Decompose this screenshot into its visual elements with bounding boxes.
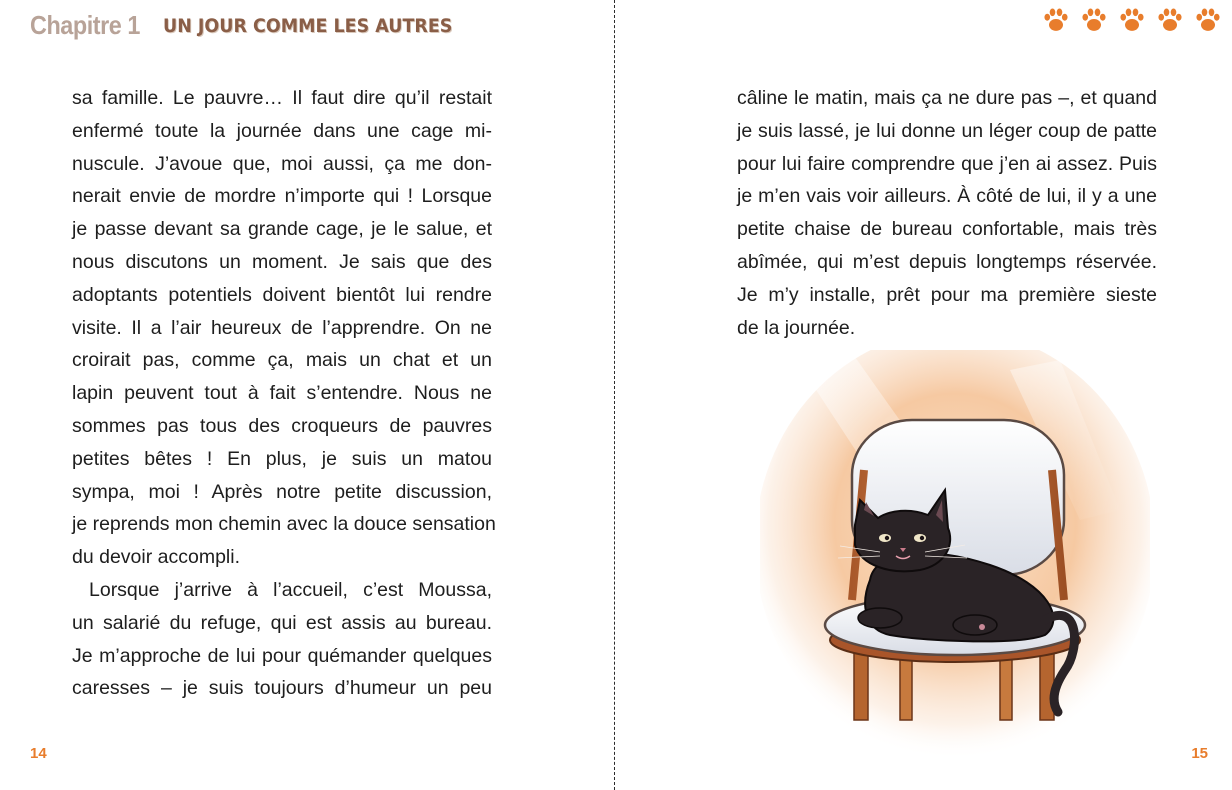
paw-icon xyxy=(1080,6,1108,34)
cat-on-chair-illustration xyxy=(760,350,1150,755)
left-page xyxy=(0,0,614,790)
paw-icon xyxy=(1194,6,1222,34)
text-line: nerait envie de mordre n’importe qui ! Lorsque xyxy=(72,185,492,208)
text-line: adoptants potentiels doivent bientôt lui rendre xyxy=(72,283,492,306)
text-line: de la journée. xyxy=(737,316,856,339)
text-line: visite. Il a l’air heureux de l’apprendre. On ne xyxy=(72,316,492,339)
page-number-left: 14 xyxy=(30,745,47,762)
text-line: je suis lassé, je lui donne un léger coup de patte xyxy=(737,119,1157,142)
chapter-header xyxy=(30,10,477,41)
paw-prints xyxy=(1042,6,1222,34)
text-line: pour lui faire comprendre que j’en ai assez. Puis xyxy=(737,152,1157,175)
text-line: Je m’y installe, prêt pour ma première sieste xyxy=(737,283,1157,306)
text-line: nuscule. J’avoue que, moi aussi, ça me don- xyxy=(72,152,492,175)
text-line: du devoir accompli. xyxy=(72,546,240,569)
text-line: sommes pas tous des croqueurs de pauvres xyxy=(72,414,492,437)
text-line: je passe devant sa grande cage, je le salue, et xyxy=(72,218,492,241)
paw-icon xyxy=(1118,6,1146,34)
text-line: sympa, moi ! Après notre petite discussion, xyxy=(72,480,492,503)
text-line: abîmée, qui m’est depuis longtemps réservée. xyxy=(737,250,1157,273)
cat-paw xyxy=(858,608,902,628)
cat-paw-pad xyxy=(979,624,985,630)
chapter-number: Chapitre 1 xyxy=(30,10,140,40)
text-line: câline le matin, mais ça ne dure pas –, et quand xyxy=(737,87,1157,109)
page-number-right: 15 xyxy=(1191,745,1208,762)
right-page xyxy=(615,0,1232,790)
text-line: enfermé toute la journée dans une cage mi- xyxy=(72,119,492,142)
text-line: un salarié du refuge, qui est assis au bureau. xyxy=(72,611,492,634)
text-line: je reprends mon chemin avec la douce sensation xyxy=(72,513,496,536)
cat-pupil xyxy=(885,536,889,540)
text-line: je m’en vais voir ailleurs. À côté de lui, il y a une xyxy=(737,185,1157,208)
text-line: Je m’approche de lui pour quémander quelques xyxy=(72,644,492,667)
text-line: caresses – je suis toujours d’humeur un peu xyxy=(72,677,492,700)
left-page-text xyxy=(72,82,496,705)
text-line: petite chaise de bureau confortable, mais très xyxy=(737,218,1157,241)
text-line: sa famille. Le pauvre… Il faut dire qu’il restait xyxy=(72,87,492,109)
right-page-text xyxy=(737,82,1157,344)
text-line: petites bêtes ! En plus, je suis un matou xyxy=(72,447,492,470)
text-line: Lorsque j’arrive à l’accueil, c’est Moussa, xyxy=(89,578,492,601)
cat-paw xyxy=(953,615,997,635)
paw-icon xyxy=(1156,6,1184,34)
cat-pupil xyxy=(920,536,924,540)
text-line: croirait pas, comme ça, mais un chat et un xyxy=(72,349,492,372)
paw-icon xyxy=(1042,6,1070,34)
text-line: lapin peuvent tout à fait s’entendre. Nous ne xyxy=(72,382,492,405)
text-line: nous discutons un moment. Je sais que des xyxy=(72,250,492,273)
chapter-title: UN JOUR COMME LES AUTRES xyxy=(162,14,452,37)
